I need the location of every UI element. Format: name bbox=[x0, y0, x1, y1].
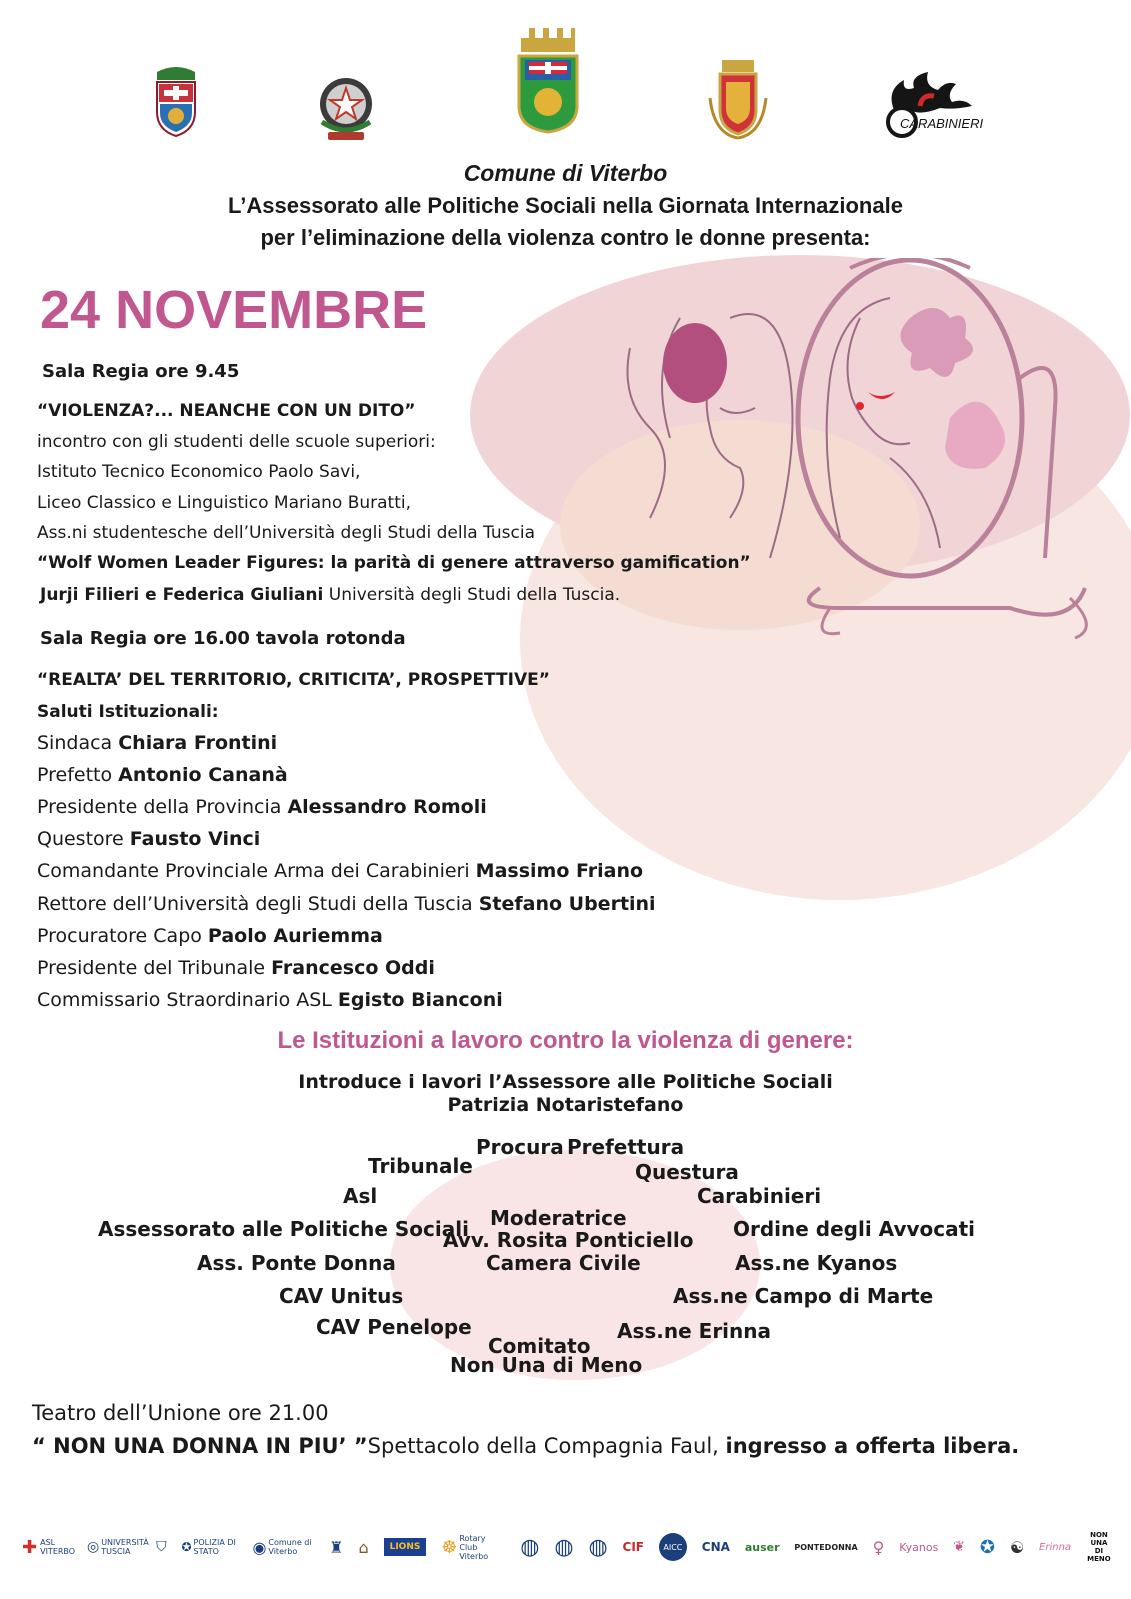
greeting-row bbox=[37, 763, 288, 787]
sponsor-label: ASL VITERBO bbox=[40, 1538, 76, 1556]
evening-time: Teatro dell’Unione ore 21.00 bbox=[32, 1401, 329, 1425]
cna-icon bbox=[702, 1540, 730, 1554]
republic-emblem-icon: ✪ POLIZIA DI STATO bbox=[181, 1538, 236, 1556]
erinna-icon bbox=[1039, 1542, 1071, 1553]
greetings-label: Saluti Istituzionali: bbox=[37, 702, 219, 722]
morning-title: “VIOLENZA?... NEANCHE CON UN DITO” bbox=[37, 401, 416, 421]
greeting-row bbox=[37, 827, 260, 851]
shield-icon: ⛉ bbox=[156, 1539, 167, 1555]
sponsor-label: Rotary Club Viterbo bbox=[459, 1533, 489, 1561]
greeting-name: Egisto Bianconi bbox=[337, 989, 503, 1011]
participant-campo-marte: Ass.ne Campo di Marte bbox=[673, 1284, 934, 1308]
cif-icon bbox=[623, 1540, 644, 1554]
participant-carabinieri: Carabinieri bbox=[697, 1184, 822, 1208]
comune-viterbo-crest-icon bbox=[513, 26, 583, 134]
morning-line: Liceo Classico e Linguistico Mariano Buratti, bbox=[37, 493, 412, 513]
sponsor-label: Erinna bbox=[1039, 1541, 1072, 1553]
moderator-name: Avv. Rosita Ponticiello bbox=[443, 1228, 694, 1252]
moderator-affiliation: Camera Civile bbox=[486, 1251, 641, 1275]
morning-line: Ass.ni studentesche dell’Università degli Studi della Tuscia bbox=[37, 523, 536, 543]
participant-assessorato: Assessorato alle Politiche Sociali bbox=[98, 1217, 469, 1241]
sponsor-label: Comune di Viterbo bbox=[268, 1538, 312, 1556]
round-seal-icon: ◍ bbox=[588, 1534, 608, 1560]
round-seal-icon: ◍ bbox=[554, 1534, 574, 1560]
participant-kyanos: Ass.ne Kyanos bbox=[735, 1251, 898, 1275]
figure-icon: ♀ bbox=[872, 1537, 885, 1557]
talk-speakers-line bbox=[40, 583, 620, 607]
participant-non-una-di-meno: Non Una di Meno bbox=[450, 1353, 643, 1377]
greeting-row bbox=[37, 859, 643, 883]
greeting-role: Rettore dell’Università degli Studi della Tuscia bbox=[37, 893, 479, 915]
greeting-name: Alessandro Romoli bbox=[287, 796, 487, 818]
greeting-name: Antonio Cananà bbox=[118, 764, 288, 786]
greeting-row bbox=[37, 892, 656, 916]
participant-cav-unitus: CAV Unitus bbox=[279, 1284, 404, 1308]
pontedonna-icon bbox=[794, 1543, 857, 1552]
greeting-name: Paolo Auriemma bbox=[207, 925, 383, 947]
tower-icon: ♜ bbox=[329, 1537, 344, 1557]
circle-logo-icon: ◉ Comune di Viterbo bbox=[252, 1538, 314, 1557]
greeting-row bbox=[37, 988, 503, 1012]
organizer-title: Comune di Viterbo bbox=[463, 160, 668, 186]
talk-speakers: Jurji Filieri e Federica Giuliani bbox=[40, 585, 324, 605]
institutions-intro-1: Introduce i lavori l’Assessore alle Politiche Sociali bbox=[298, 1071, 833, 1093]
woman-mirror-illustration bbox=[590, 258, 1110, 658]
greeting-name: Stefano Ubertini bbox=[478, 893, 656, 915]
evening-desc: Spettacolo della Compagnia Faul, bbox=[367, 1434, 726, 1458]
kyanos-icon bbox=[899, 1541, 938, 1554]
greeting-name: Fausto Vinci bbox=[129, 828, 261, 850]
sponsor-label: CIF bbox=[622, 1540, 644, 1554]
round-seal-icon: ◍ bbox=[520, 1534, 540, 1560]
sponsor-logos-bar bbox=[22, 1525, 1112, 1569]
participant-comitato: Comitato bbox=[488, 1334, 591, 1358]
talk-title: “Wolf Women Leader Figures: la parità di genere attraverso gamification” bbox=[37, 553, 751, 573]
greeting-role: Commissario Straordinario ASL bbox=[37, 989, 338, 1011]
auser-icon bbox=[745, 1541, 780, 1554]
afternoon-title: “REALTA’ DEL TERRITORIO, CRITICITA’, PROSPETTIVE” bbox=[37, 670, 550, 690]
sponsor-label: AICC bbox=[659, 1533, 687, 1561]
header-line-2: per l’eliminazione della violenza contro le donne presenta: bbox=[260, 225, 871, 250]
carabinieri-label: CARABINIERI bbox=[900, 116, 984, 131]
moderator-label: Moderatrice bbox=[490, 1206, 627, 1230]
morning-time: Sala Regia ore 9.45 bbox=[42, 361, 240, 382]
participant-ponte-donna: Ass. Ponte Donna bbox=[197, 1251, 396, 1275]
participant-avvocati: Ordine degli Avvocati bbox=[733, 1217, 976, 1241]
institutions-heading: Le Istituzioni a lavoro contro la violenza di genere: bbox=[277, 1027, 854, 1054]
sponsor-label: CNA bbox=[701, 1540, 730, 1554]
greeting-row bbox=[37, 956, 435, 980]
unitus-seal-icon: ◎ UNIVERSITÀ TUSCIA bbox=[86, 1538, 149, 1556]
greeting-role: Comandante Provinciale Arma dei Carabinieri bbox=[37, 860, 476, 882]
event-date: 24 NOVEMBRE bbox=[40, 280, 428, 340]
morning-line: Istituto Tecnico Economico Paolo Savi, bbox=[37, 462, 361, 482]
greeting-row bbox=[37, 924, 383, 948]
greeting-role: Sindaca bbox=[37, 732, 119, 754]
participant-prefettura: Prefettura bbox=[567, 1135, 685, 1159]
greeting-role: Prefetto bbox=[37, 764, 119, 786]
greeting-role: Questore bbox=[37, 828, 130, 850]
carabinieri-flame-icon bbox=[880, 70, 985, 142]
evening-title: “ NON UNA DONNA IN PIU’ ” bbox=[32, 1434, 368, 1458]
participant-procura: Procura bbox=[476, 1135, 564, 1159]
evening-line bbox=[32, 1433, 1019, 1459]
evening-entry: ingresso a offerta libera. bbox=[725, 1434, 1020, 1458]
italian-republic-emblem-icon bbox=[316, 72, 376, 146]
participant-asl: Asl bbox=[343, 1184, 378, 1208]
provincia-viterbo-crest-icon bbox=[151, 66, 201, 138]
sponsor-label: UNIVERSITÀ TUSCIA bbox=[101, 1538, 149, 1556]
greeting-name: Massimo Friano bbox=[475, 860, 644, 882]
greeting-row bbox=[37, 795, 487, 819]
institutions-intro-2: Patrizia Notaristefano bbox=[447, 1094, 684, 1116]
greeting-role: Presidente del Tribunale bbox=[37, 957, 272, 979]
participant-questura: Questura bbox=[635, 1160, 739, 1184]
sponsor-label: Kyanos bbox=[899, 1540, 939, 1554]
lions-icon bbox=[384, 1538, 427, 1556]
polizia-di-stato-crest-icon bbox=[706, 58, 770, 140]
asl-cross-icon: ✚ ASL VITERBO bbox=[22, 1536, 76, 1558]
sponsor-label: LIONS bbox=[384, 1538, 427, 1556]
participant-tribunale: Tribunale bbox=[368, 1154, 473, 1178]
greeting-role: Procuratore Capo bbox=[37, 925, 208, 947]
greeting-row bbox=[37, 731, 277, 755]
sponsor-label: POLIZIA DI STATO bbox=[193, 1538, 236, 1556]
header-line-1: L’Assessorato alle Politiche Sociali nella Giornata Internazionale bbox=[228, 193, 903, 218]
sponsor-label: NON UNA DI MENO bbox=[1087, 1531, 1111, 1563]
afternoon-time: Sala Regia ore 16.00 tavola rotonda bbox=[40, 628, 406, 649]
temple-icon: ⌂ bbox=[358, 1537, 369, 1557]
hands-icon: ☯ bbox=[1009, 1537, 1025, 1557]
star-badge-icon: ✪ bbox=[979, 1536, 995, 1558]
sponsor-label: auser bbox=[744, 1540, 780, 1554]
nonunadimeno-icon bbox=[1086, 1531, 1112, 1563]
sponsor-label: PONTEDONNA bbox=[794, 1542, 858, 1552]
talk-affiliation: Università degli Studi della Tuscia. bbox=[323, 585, 621, 605]
greeting-name: Chiara Frontini bbox=[118, 732, 278, 754]
participant-erinna: Ass.ne Erinna bbox=[617, 1319, 772, 1343]
greeting-role: Presidente della Provincia bbox=[37, 796, 288, 818]
campo-marte-icon: ❦ bbox=[953, 1539, 965, 1555]
aicc-icon bbox=[659, 1533, 687, 1561]
morning-line: incontro con gli studenti delle scuole superiori: bbox=[37, 432, 436, 452]
participant-cav-penelope: CAV Penelope bbox=[316, 1315, 472, 1339]
rotary-wheel-icon: ☸ Rotary Club Viterbo bbox=[441, 1534, 505, 1561]
greeting-name: Francesco Oddi bbox=[271, 957, 435, 979]
